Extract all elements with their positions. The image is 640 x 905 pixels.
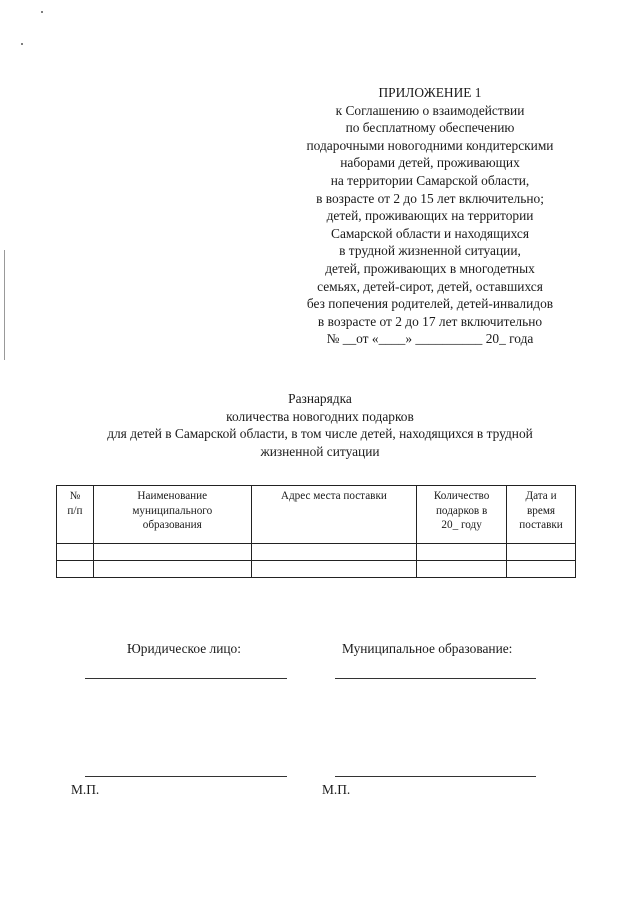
appendix-number-date-line: № __от «____» __________ 20_ года — [326, 331, 534, 347]
column-header-address-text: Адрес места поставки — [280, 490, 387, 502]
appendix-line: на территории Самарской области, — [330, 172, 530, 188]
appendix-line: Самарской области и находящихся — [331, 225, 529, 241]
allocation-subtitle: количества новогодних подарков — [226, 408, 414, 424]
column-header-quantity — [417, 486, 507, 544]
appendix-header — [280, 84, 580, 348]
table-header-row — [57, 486, 576, 544]
legal-entity-name-line — [85, 678, 287, 679]
column-header-date-time — [507, 486, 576, 544]
table-cell — [417, 544, 507, 561]
table-cell — [93, 561, 251, 578]
appendix-line: детей, проживающих в многодетных — [325, 260, 535, 276]
appendix-line: к Соглашению о взаимодействии — [335, 102, 525, 118]
column-header-number — [57, 486, 94, 544]
appendix-line: семьях, детей-сирот, детей, оставшихся — [317, 278, 543, 294]
legal-entity-signature-line — [85, 776, 287, 777]
table-cell — [417, 561, 507, 578]
allocation-title-block — [40, 390, 600, 460]
appendix-line: без попечения родителей, детей-инвалидов — [306, 296, 554, 312]
scan-speck — [21, 43, 23, 45]
column-header-municipality — [93, 486, 251, 544]
appendix-line: наборами детей, проживающих — [340, 155, 520, 171]
scan-speck — [41, 11, 43, 13]
allocation-title: Разнарядка — [288, 391, 352, 406]
municipality-name-line — [335, 678, 536, 679]
column-header-number-text: № п/п — [67, 490, 83, 517]
appendix-line: в возрасте от 2 до 15 лет включительно; — [316, 190, 544, 206]
column-header-municipality-text: Наименование муниципального образования — [132, 490, 213, 531]
table-cell — [57, 544, 94, 561]
table-cell — [507, 561, 576, 578]
appendix-line: детей, проживающих на территории — [326, 208, 534, 224]
table-cell — [251, 561, 417, 578]
allocation-table — [56, 485, 576, 578]
table-cell — [93, 544, 251, 561]
appendix-line: подарочными новогодними кондитерскими — [306, 137, 554, 153]
column-header-address — [251, 486, 417, 544]
legal-entity-label: Юридическое лицо: — [127, 641, 241, 656]
column-header-date-time-text: Дата и время поставки — [519, 490, 563, 531]
table-cell — [507, 544, 576, 561]
municipality-label: Муниципальное образование: — [342, 641, 513, 656]
stamp-place-left: М.П. — [71, 782, 100, 797]
appendix-title: ПРИЛОЖЕНИЕ 1 — [378, 85, 482, 100]
scan-edge-mark — [4, 250, 5, 360]
table-row — [57, 561, 576, 578]
appendix-line: в трудной жизненной ситуации, — [339, 243, 521, 259]
allocation-subtitle: для детей в Самарской области, в том числе детей, находящихся в трудной — [107, 426, 533, 442]
allocation-subtitle: жизненной ситуации — [260, 443, 380, 459]
table-cell — [57, 561, 94, 578]
column-header-quantity-text: Количество подарков в 20_ году — [433, 490, 490, 531]
table-cell — [251, 544, 417, 561]
appendix-line: по бесплатному обеспечению — [345, 120, 515, 136]
table-row — [57, 544, 576, 561]
municipality-signature-line — [335, 776, 536, 777]
stamp-place-right: М.П. — [322, 782, 351, 797]
appendix-line: в возрасте от 2 до 17 лет включительно — [317, 313, 543, 329]
